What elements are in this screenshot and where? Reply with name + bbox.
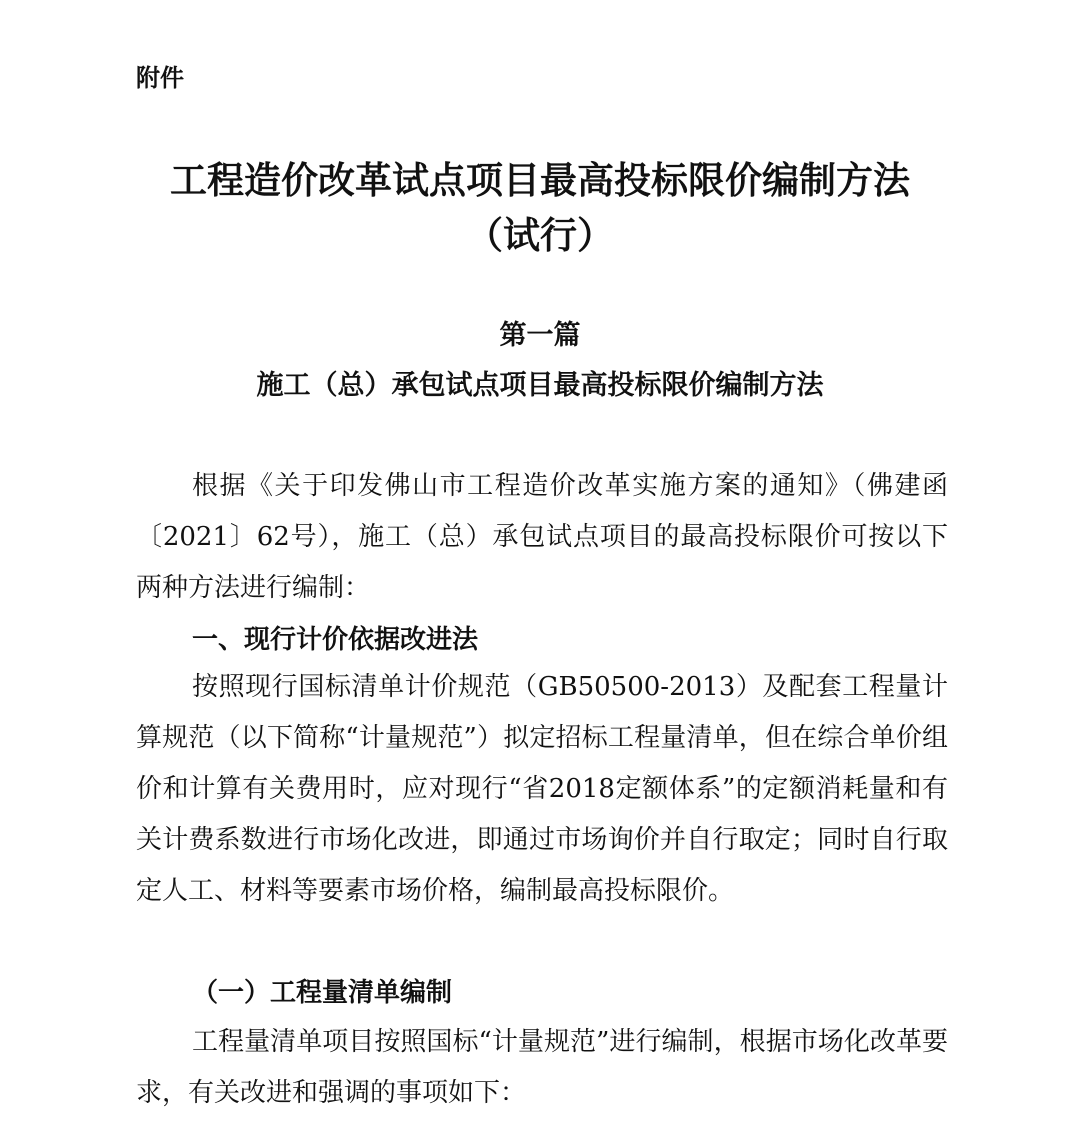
paragraph-method-1: 按照现行国标清单计价规范（GB50500-2013）及配套工程量计算规范（以下简称“计量规范”）拟定招标工程量清单，但在综合单价组价和计算有关费用时，应对现行“省2018定额体系”的定额消耗量和有关计费系数进行市场化改进，即通过市场询价并自行取定；同时自行取定人工、材料等要素市场价格，编制最高投标限价。 (136, 672, 948, 906)
section-heading-1: 一、现行计价依据改进法 (192, 625, 479, 655)
subsection-heading-1: （一）工程量清单编制 (192, 978, 453, 1008)
document-title-suffix: （试行） (466, 213, 614, 257)
part-title: 施工（总）承包试点项目最高投标限价编制方法 (256, 370, 824, 401)
paragraph-intro: 根据《关于印发佛山市工程造价改革实施方案的通知》（佛建函〔2021〕62号），施工（总）承包试点项目的最高投标限价可按以下两种方法进行编制： (136, 471, 948, 603)
document-title: 工程造价改革试点项目最高投标限价编制方法 (170, 158, 910, 202)
part-label: 第一篇 (499, 320, 581, 351)
paragraph-bill-of-quantities: 工程量清单项目按照国标“计量规范”进行编制，根据市场化改革要求，有关改进和强调的事项如下： (136, 1027, 948, 1108)
attachment-label: 附件 (136, 64, 184, 92)
